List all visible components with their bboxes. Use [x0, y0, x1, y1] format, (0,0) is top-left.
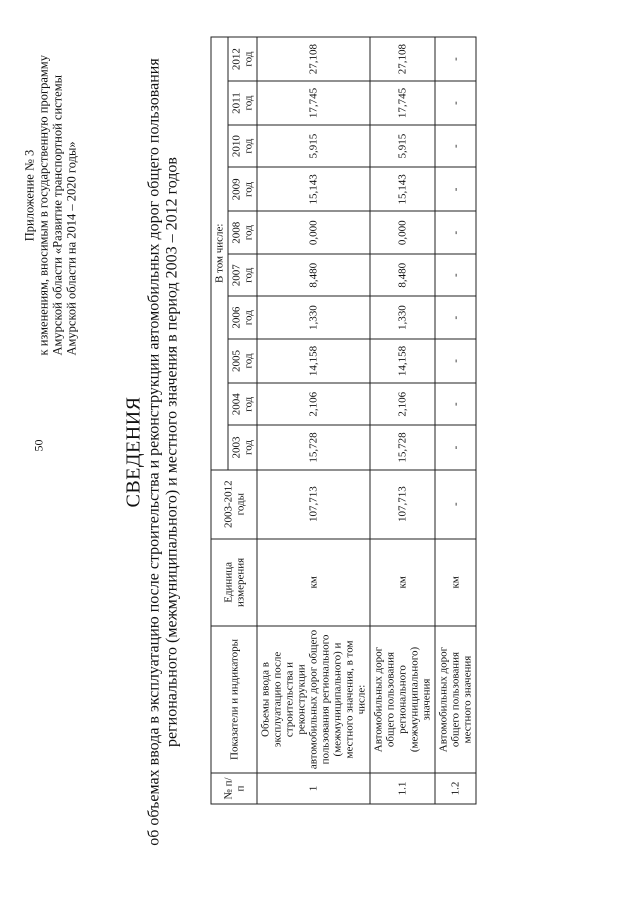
row-value: 27,108 — [257, 37, 370, 81]
row-unit: км — [370, 539, 435, 626]
row-value: 5,915 — [257, 125, 370, 167]
row-value: 15,728 — [257, 425, 370, 469]
header-year: 2004 год — [228, 383, 257, 425]
header-year: 2003 год — [228, 425, 257, 469]
appendix-line: Амурской области «Развитие транспортной системы — [50, 75, 65, 356]
row-unit: км — [257, 539, 370, 626]
row-indicator: Автомобильных дорог общего пользования регионального (межмуниципального) значения — [370, 626, 435, 773]
row-value: 15,728 — [370, 425, 435, 469]
header-year: 2012 год — [228, 37, 257, 81]
row-num: 1 — [257, 773, 370, 804]
header-total: 2003-2012 годы — [211, 470, 257, 539]
row-value: 14,158 — [370, 339, 435, 383]
row-value: 0,000 — [370, 211, 435, 253]
table-header-row — [211, 37, 228, 804]
header-year: 2009 год — [228, 167, 257, 211]
data-table — [211, 37, 477, 805]
row-value: 1,330 — [257, 296, 370, 338]
row-value: - — [435, 81, 476, 125]
row-value: 2,106 — [257, 383, 370, 425]
rotated-page — [1, 0, 640, 905]
row-num: 1.2 — [435, 773, 476, 804]
row-indicator: Объемы ввода в эксплуатацию после строительства и реконструкции автомобильных дорог общего пользования регионального (межмуниципального) и местного значения, в том числе: — [257, 626, 370, 773]
row-value: 2,106 — [370, 383, 435, 425]
row-value: - — [435, 37, 476, 81]
row-value: 15,143 — [257, 167, 370, 211]
row-value: - — [435, 425, 476, 469]
appendix-line: Амурской области на 2014 – 2020 годы» — [64, 141, 79, 356]
row-value: 5,915 — [370, 125, 435, 167]
row-value: - — [435, 211, 476, 253]
row-value: 17,745 — [257, 81, 370, 125]
heading-subtitle-line1: об объемах ввода в эксплуатацию после строительства и реконструкции автомобильных дорог общего пользования — [145, 58, 163, 846]
row-value: 0,000 — [257, 211, 370, 253]
row-value: 8,480 — [257, 254, 370, 296]
heading-title: СВЕДЕНИЯ — [122, 396, 145, 508]
row-total: 107,713 — [257, 470, 370, 539]
row-value: 14,158 — [257, 339, 370, 383]
header-year: 2008 год — [228, 211, 257, 253]
header-year: 2005 год — [228, 339, 257, 383]
appendix-line: к изменениям, вносимым в государственную программу — [36, 55, 51, 356]
row-indicator: Автомобильных дорог общего пользования местного значения — [435, 626, 476, 773]
appendix-block — [23, 36, 79, 356]
page-number: 50 — [31, 439, 46, 452]
row-value: 1,330 — [370, 296, 435, 338]
header-unit: Единица измерения — [211, 539, 257, 626]
row-value: - — [435, 167, 476, 211]
row-value: - — [435, 254, 476, 296]
row-total: 107,713 — [370, 470, 435, 539]
row-value: - — [435, 296, 476, 338]
row-value: 15,143 — [370, 167, 435, 211]
header-indicator: Показатели и индикаторы — [211, 626, 257, 773]
row-unit: км — [435, 539, 476, 626]
header-year: 2007 год — [228, 254, 257, 296]
header-num: № п/п — [211, 773, 257, 804]
header-year: 2011 год — [228, 81, 257, 125]
row-value: - — [435, 383, 476, 425]
table-row — [435, 37, 476, 804]
row-value: - — [435, 125, 476, 167]
row-num: 1.1 — [370, 773, 435, 804]
row-value: - — [435, 339, 476, 383]
header-including: В том числе: — [211, 37, 228, 470]
document-heading — [123, 0, 182, 905]
row-value: 8,480 — [370, 254, 435, 296]
header-year: 2006 год — [228, 296, 257, 338]
appendix-title: Приложение № 3 — [22, 149, 37, 242]
heading-subtitle-line2: регионального (межмуниципального) и местного значения в период 2003 – 2012 годов — [163, 157, 181, 748]
header-year: 2010 год — [228, 125, 257, 167]
table-row — [370, 37, 435, 804]
row-value: 17,745 — [370, 81, 435, 125]
row-value: 27,108 — [370, 37, 435, 81]
row-total: - — [435, 470, 476, 539]
table-row — [257, 37, 370, 804]
